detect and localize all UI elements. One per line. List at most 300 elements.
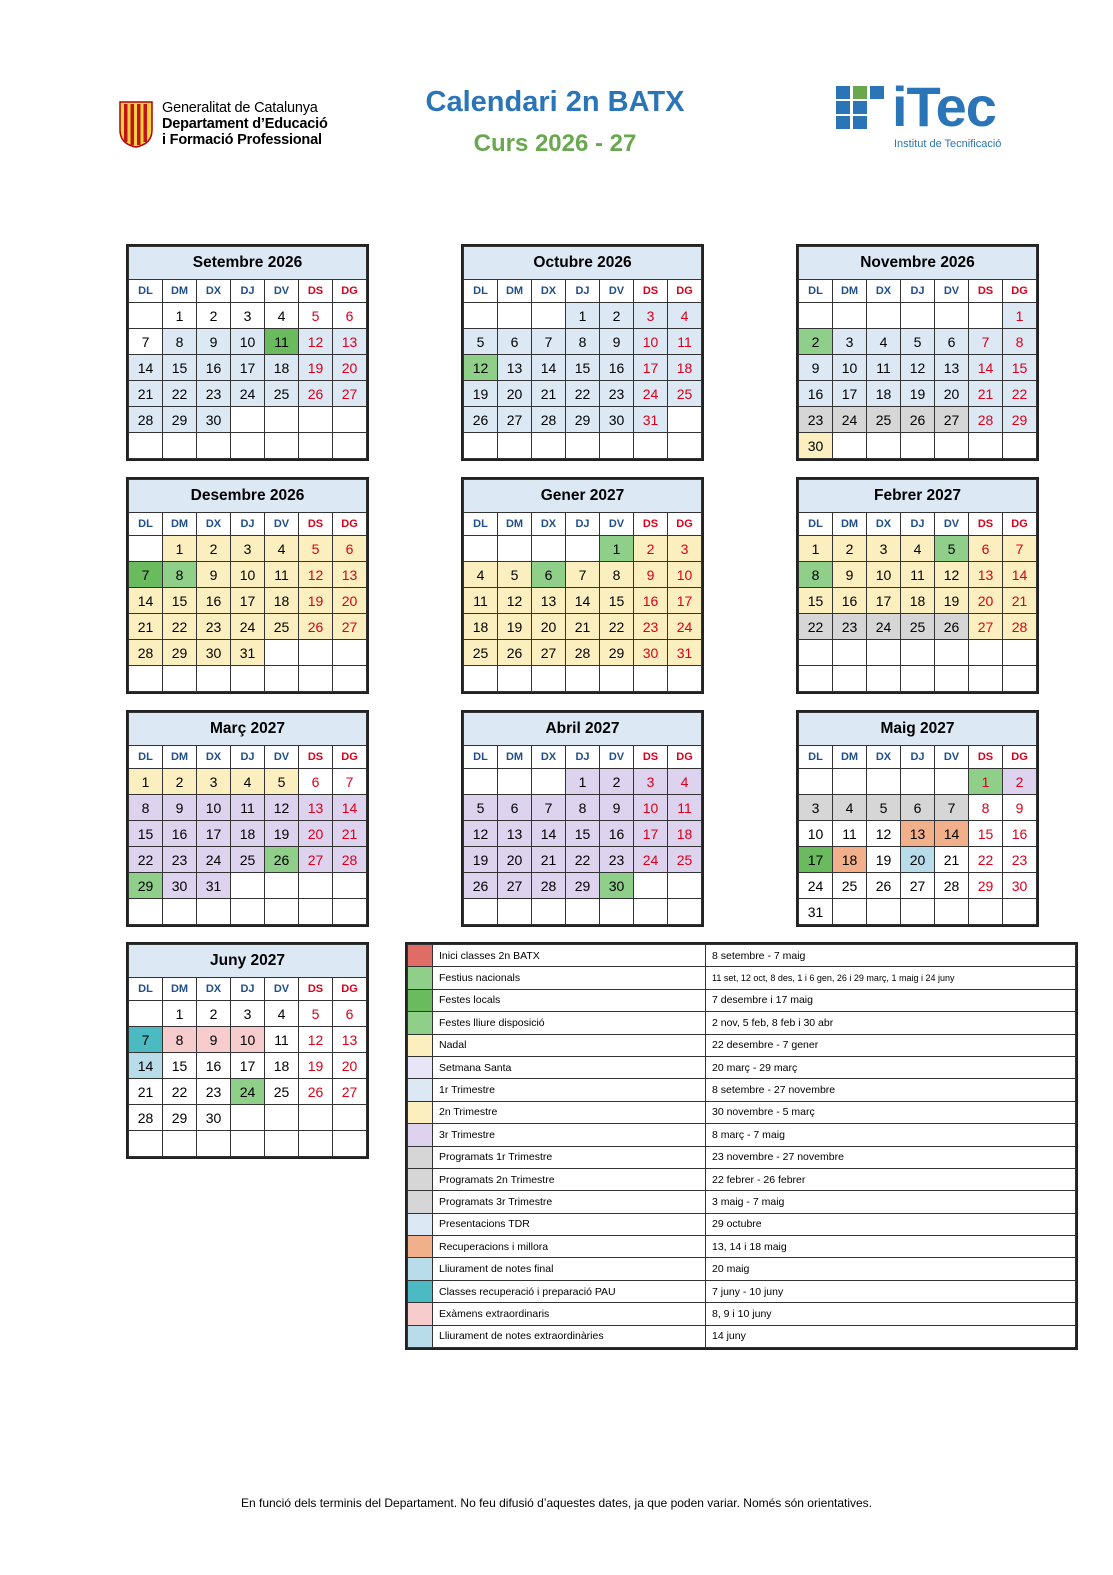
- weekday-header: DX: [197, 513, 231, 536]
- day-cell: 22: [969, 847, 1003, 873]
- day-cell: 24: [634, 381, 668, 407]
- day-cell: 1: [1003, 303, 1037, 329]
- empty-day-cell: [935, 899, 969, 925]
- day-cell: 4: [265, 303, 299, 329]
- weekday-header: DL: [129, 280, 163, 303]
- empty-day-cell: [935, 666, 969, 692]
- day-cell: 26: [464, 407, 498, 433]
- day-cell: 27: [498, 407, 532, 433]
- empty-day-cell: [197, 433, 231, 459]
- day-cell: 7: [532, 795, 566, 821]
- day-cell: 28: [969, 407, 1003, 433]
- day-cell: 30: [1003, 873, 1037, 899]
- legend-row: [408, 1236, 1076, 1258]
- itec-grid-icon: [836, 86, 884, 130]
- weekday-header: DL: [464, 280, 498, 303]
- day-cell: 6: [498, 329, 532, 355]
- weekday-header: DL: [129, 978, 163, 1001]
- day-cell: 17: [867, 588, 901, 614]
- day-cell: 14: [532, 821, 566, 847]
- day-cell: 27: [333, 614, 367, 640]
- day-cell: 21: [129, 614, 163, 640]
- day-cell: 2: [197, 1001, 231, 1027]
- day-cell: 6: [333, 1001, 367, 1027]
- day-cell: 17: [634, 821, 668, 847]
- day-cell: 7: [333, 769, 367, 795]
- generalitat-shield-icon: [118, 100, 154, 148]
- empty-day-cell: [532, 433, 566, 459]
- day-cell: 29: [600, 640, 634, 666]
- empty-day-cell: [935, 769, 969, 795]
- day-cell: 8: [163, 1027, 197, 1053]
- day-cell: 26: [867, 873, 901, 899]
- weekday-header: DG: [333, 746, 367, 769]
- day-cell: 26: [464, 873, 498, 899]
- legend-value: 20 maig: [706, 1258, 1076, 1280]
- empty-day-cell: [1003, 433, 1037, 459]
- day-cell: 12: [901, 355, 935, 381]
- day-cell: 2: [799, 329, 833, 355]
- empty-day-cell: [799, 640, 833, 666]
- legend-label: Programats 1r Trimestre: [433, 1146, 706, 1168]
- day-cell: 22: [566, 381, 600, 407]
- gen-line-2: Departament d’Educació: [162, 116, 328, 132]
- page-subtitle: Curs 2026 - 27: [473, 130, 637, 157]
- empty-day-cell: [833, 640, 867, 666]
- day-cell: 29: [163, 407, 197, 433]
- legend-value: 2 nov, 5 feb, 8 feb i 30 abr: [706, 1012, 1076, 1034]
- weekday-header: DV: [265, 978, 299, 1001]
- empty-day-cell: [901, 666, 935, 692]
- weekday-header: DV: [935, 280, 969, 303]
- gen-line-3: i Formació Professional: [162, 132, 322, 148]
- day-cell: 14: [129, 1053, 163, 1079]
- day-cell: 31: [668, 640, 702, 666]
- day-cell: 4: [265, 536, 299, 562]
- weekday-header: DJ: [901, 746, 935, 769]
- day-cell: 28: [129, 407, 163, 433]
- month-calendar: [461, 710, 704, 927]
- day-cell: 6: [498, 795, 532, 821]
- day-cell: 15: [566, 355, 600, 381]
- day-cell: 3: [668, 536, 702, 562]
- day-cell: 16: [799, 381, 833, 407]
- weekday-header: DM: [833, 513, 867, 536]
- day-cell: 27: [969, 614, 1003, 640]
- day-cell: 7: [1003, 536, 1037, 562]
- day-cell: 19: [299, 355, 333, 381]
- legend-swatch: [408, 1101, 433, 1123]
- day-cell: 1: [129, 769, 163, 795]
- legend-swatch: [408, 1236, 433, 1258]
- day-cell: 18: [867, 381, 901, 407]
- month-calendar: [126, 477, 369, 694]
- day-cell: 23: [799, 407, 833, 433]
- day-cell: 12: [498, 588, 532, 614]
- day-cell: 1: [163, 303, 197, 329]
- empty-day-cell: [634, 873, 668, 899]
- day-cell: 3: [231, 303, 265, 329]
- empty-day-cell: [163, 666, 197, 692]
- weekday-header: DS: [634, 746, 668, 769]
- weekday-header: DX: [197, 746, 231, 769]
- day-cell: 11: [901, 562, 935, 588]
- empty-day-cell: [901, 899, 935, 925]
- empty-day-cell: [799, 303, 833, 329]
- legend-row: [408, 1034, 1076, 1056]
- weekday-header: DS: [299, 280, 333, 303]
- day-cell: 6: [935, 329, 969, 355]
- weekday-header: DM: [163, 280, 197, 303]
- day-cell: 3: [833, 329, 867, 355]
- empty-day-cell: [464, 536, 498, 562]
- day-cell: 11: [231, 795, 265, 821]
- day-cell: 3: [867, 536, 901, 562]
- day-cell: 22: [163, 381, 197, 407]
- day-cell: 19: [498, 614, 532, 640]
- empty-day-cell: [333, 407, 367, 433]
- month-title: Desembre 2026: [129, 480, 367, 513]
- legend-swatch: [408, 945, 433, 967]
- empty-day-cell: [464, 303, 498, 329]
- legend-row: [408, 1213, 1076, 1235]
- day-cell: 13: [299, 795, 333, 821]
- day-cell: 3: [799, 795, 833, 821]
- legend-value: 22 desembre - 7 gener: [706, 1034, 1076, 1056]
- day-cell: 2: [197, 303, 231, 329]
- empty-day-cell: [265, 666, 299, 692]
- empty-day-cell: [265, 433, 299, 459]
- empty-day-cell: [969, 666, 1003, 692]
- day-cell: 9: [1003, 795, 1037, 821]
- empty-day-cell: [833, 899, 867, 925]
- legend-label: Festes lliure disposició: [433, 1012, 706, 1034]
- legend-label: Presentacions TDR: [433, 1213, 706, 1235]
- weekday-header: DG: [333, 513, 367, 536]
- empty-day-cell: [833, 666, 867, 692]
- day-cell: 4: [668, 303, 702, 329]
- empty-day-cell: [333, 640, 367, 666]
- day-cell: 12: [299, 1027, 333, 1053]
- weekday-header: DV: [935, 513, 969, 536]
- empty-day-cell: [867, 433, 901, 459]
- empty-day-cell: [163, 1131, 197, 1157]
- month-title: Març 2027: [129, 713, 367, 746]
- weekday-header: DJ: [231, 978, 265, 1001]
- day-cell: 17: [231, 588, 265, 614]
- weekday-header: DS: [634, 513, 668, 536]
- empty-day-cell: [231, 1105, 265, 1131]
- legend-label: Festes locals: [433, 989, 706, 1011]
- empty-day-cell: [163, 433, 197, 459]
- legend-swatch: [408, 1056, 433, 1078]
- day-cell: 15: [1003, 355, 1037, 381]
- empty-day-cell: [231, 873, 265, 899]
- weekday-header: DS: [299, 513, 333, 536]
- day-cell: 4: [464, 562, 498, 588]
- weekday-header: DL: [799, 513, 833, 536]
- empty-day-cell: [867, 666, 901, 692]
- weekday-header: DX: [197, 978, 231, 1001]
- empty-day-cell: [969, 433, 1003, 459]
- day-cell: 26: [299, 1079, 333, 1105]
- day-cell: 16: [600, 821, 634, 847]
- weekday-header: DJ: [566, 280, 600, 303]
- empty-day-cell: [1003, 640, 1037, 666]
- month-calendar: [796, 477, 1039, 694]
- day-cell: 8: [566, 329, 600, 355]
- empty-day-cell: [299, 1105, 333, 1131]
- day-cell: 13: [969, 562, 1003, 588]
- day-cell: 8: [129, 795, 163, 821]
- day-cell: 11: [867, 355, 901, 381]
- day-cell: 29: [163, 1105, 197, 1131]
- weekday-header: DX: [197, 280, 231, 303]
- empty-day-cell: [299, 873, 333, 899]
- day-cell: 20: [333, 355, 367, 381]
- legend-value: 8 setembre - 7 maig: [706, 945, 1076, 967]
- day-cell: 2: [1003, 769, 1037, 795]
- weekday-header: DJ: [231, 280, 265, 303]
- empty-day-cell: [333, 1131, 367, 1157]
- weekday-header: DM: [498, 513, 532, 536]
- legend-label: Exàmens extraordinaris: [433, 1303, 706, 1325]
- day-cell: 20: [299, 821, 333, 847]
- legend-value: 8, 9 i 10 juny: [706, 1303, 1076, 1325]
- legend-label: 2n Trimestre: [433, 1101, 706, 1123]
- legend-swatch: [408, 1124, 433, 1146]
- empty-day-cell: [867, 769, 901, 795]
- day-cell: 3: [197, 769, 231, 795]
- day-cell: 26: [498, 640, 532, 666]
- empty-day-cell: [833, 303, 867, 329]
- day-cell: 29: [566, 873, 600, 899]
- weekday-header: DS: [969, 513, 1003, 536]
- month-calendar: [126, 710, 369, 927]
- legend-row: [408, 1124, 1076, 1146]
- day-cell: 14: [129, 588, 163, 614]
- empty-day-cell: [231, 666, 265, 692]
- month-calendar: [796, 244, 1039, 461]
- legend-value: 3 maig - 7 maig: [706, 1191, 1076, 1213]
- day-cell: 28: [532, 407, 566, 433]
- legend-value: 7 juny - 10 juny: [706, 1280, 1076, 1302]
- day-cell: 10: [799, 821, 833, 847]
- day-cell: 22: [566, 847, 600, 873]
- day-cell: 28: [129, 1105, 163, 1131]
- day-cell: 24: [197, 847, 231, 873]
- itec-wordmark: iTec: [892, 75, 996, 138]
- weekday-header: DM: [833, 746, 867, 769]
- month-calendar: [126, 244, 369, 461]
- legend-row: [408, 1280, 1076, 1302]
- legend-swatch: [408, 1303, 433, 1325]
- day-cell: 7: [935, 795, 969, 821]
- empty-day-cell: [265, 873, 299, 899]
- day-cell: 20: [532, 614, 566, 640]
- empty-day-cell: [299, 899, 333, 925]
- day-cell: 16: [833, 588, 867, 614]
- empty-day-cell: [634, 899, 668, 925]
- empty-day-cell: [333, 899, 367, 925]
- weekday-header: DX: [867, 746, 901, 769]
- day-cell: 22: [163, 614, 197, 640]
- legend-value: 23 novembre - 27 novembre: [706, 1146, 1076, 1168]
- empty-day-cell: [566, 899, 600, 925]
- weekday-header: DJ: [566, 513, 600, 536]
- empty-day-cell: [498, 769, 532, 795]
- day-cell: 25: [265, 1079, 299, 1105]
- month-calendar: [461, 477, 704, 694]
- weekday-header: DJ: [231, 746, 265, 769]
- day-cell: 4: [833, 795, 867, 821]
- weekday-header: DJ: [566, 746, 600, 769]
- legend-row: [408, 1146, 1076, 1168]
- empty-day-cell: [901, 303, 935, 329]
- empty-day-cell: [867, 899, 901, 925]
- day-cell: 6: [969, 536, 1003, 562]
- day-cell: 24: [867, 614, 901, 640]
- day-cell: 13: [333, 329, 367, 355]
- legend-label: 3r Trimestre: [433, 1124, 706, 1146]
- month-title: Febrer 2027: [799, 480, 1037, 513]
- month-title: Juny 2027: [129, 945, 367, 978]
- empty-day-cell: [197, 1131, 231, 1157]
- day-cell: 13: [935, 355, 969, 381]
- day-cell: 5: [299, 536, 333, 562]
- day-cell: 29: [969, 873, 1003, 899]
- weekday-header: DL: [129, 746, 163, 769]
- day-cell: 18: [833, 847, 867, 873]
- day-cell: 10: [231, 1027, 265, 1053]
- day-cell: 10: [231, 562, 265, 588]
- empty-day-cell: [333, 1105, 367, 1131]
- legend-label: 1r Trimestre: [433, 1079, 706, 1101]
- legend-label: Inici classes 2n BATX: [433, 945, 706, 967]
- empty-day-cell: [265, 640, 299, 666]
- day-cell: 9: [163, 795, 197, 821]
- empty-day-cell: [668, 666, 702, 692]
- day-cell: 8: [163, 562, 197, 588]
- empty-day-cell: [935, 640, 969, 666]
- legend-row: [408, 1168, 1076, 1190]
- day-cell: 6: [901, 795, 935, 821]
- day-cell: 20: [333, 588, 367, 614]
- day-cell: 15: [969, 821, 1003, 847]
- empty-day-cell: [668, 873, 702, 899]
- weekday-header: DM: [163, 746, 197, 769]
- day-cell: 21: [129, 381, 163, 407]
- empty-day-cell: [1003, 899, 1037, 925]
- weekday-header: DG: [1003, 746, 1037, 769]
- day-cell: 16: [197, 355, 231, 381]
- day-cell: 1: [163, 1001, 197, 1027]
- weekday-header: DX: [532, 746, 566, 769]
- day-cell: 16: [163, 821, 197, 847]
- day-cell: 25: [231, 847, 265, 873]
- empty-day-cell: [969, 899, 1003, 925]
- day-cell: 24: [231, 614, 265, 640]
- day-cell: 21: [969, 381, 1003, 407]
- day-cell: 31: [197, 873, 231, 899]
- weekday-header: DV: [265, 280, 299, 303]
- day-cell: 21: [935, 847, 969, 873]
- weekday-header: DM: [498, 746, 532, 769]
- day-cell: 9: [799, 355, 833, 381]
- day-cell: 20: [901, 847, 935, 873]
- empty-day-cell: [668, 899, 702, 925]
- day-cell: 23: [1003, 847, 1037, 873]
- day-cell: 30: [197, 640, 231, 666]
- day-cell: 5: [299, 303, 333, 329]
- empty-day-cell: [197, 899, 231, 925]
- day-cell: 27: [299, 847, 333, 873]
- empty-day-cell: [299, 407, 333, 433]
- day-cell: 3: [634, 769, 668, 795]
- day-cell: 1: [163, 536, 197, 562]
- day-cell: 12: [464, 355, 498, 381]
- day-cell: 24: [799, 873, 833, 899]
- empty-day-cell: [265, 407, 299, 433]
- legend-swatch: [408, 1191, 433, 1213]
- day-cell: 26: [935, 614, 969, 640]
- day-cell: 15: [566, 821, 600, 847]
- weekday-header: DG: [1003, 513, 1037, 536]
- day-cell: 9: [634, 562, 668, 588]
- day-cell: 13: [333, 1027, 367, 1053]
- day-cell: 23: [634, 614, 668, 640]
- day-cell: 9: [600, 329, 634, 355]
- day-cell: 21: [566, 614, 600, 640]
- weekday-header: DS: [969, 746, 1003, 769]
- day-cell: 7: [532, 329, 566, 355]
- weekday-header: DV: [265, 746, 299, 769]
- empty-day-cell: [333, 666, 367, 692]
- weekday-header: DJ: [231, 513, 265, 536]
- empty-day-cell: [532, 899, 566, 925]
- empty-day-cell: [299, 433, 333, 459]
- empty-day-cell: [532, 769, 566, 795]
- day-cell: 1: [600, 536, 634, 562]
- empty-day-cell: [231, 899, 265, 925]
- day-cell: 17: [799, 847, 833, 873]
- day-cell: 14: [532, 355, 566, 381]
- month-title: Novembre 2026: [799, 247, 1037, 280]
- day-cell: 27: [901, 873, 935, 899]
- day-cell: 4: [231, 769, 265, 795]
- empty-day-cell: [265, 1131, 299, 1157]
- day-cell: 31: [799, 899, 833, 925]
- empty-day-cell: [464, 666, 498, 692]
- legend-swatch: [408, 1168, 433, 1190]
- day-cell: 2: [634, 536, 668, 562]
- day-cell: 9: [197, 1027, 231, 1053]
- day-cell: 3: [231, 536, 265, 562]
- day-cell: 18: [265, 355, 299, 381]
- day-cell: 10: [668, 562, 702, 588]
- empty-day-cell: [634, 433, 668, 459]
- day-cell: 11: [668, 795, 702, 821]
- empty-day-cell: [498, 666, 532, 692]
- legend-value: 13, 14 i 18 maig: [706, 1236, 1076, 1258]
- day-cell: 23: [163, 847, 197, 873]
- day-cell: 8: [1003, 329, 1037, 355]
- day-cell: 28: [333, 847, 367, 873]
- day-cell: 12: [299, 562, 333, 588]
- legend-swatch: [408, 967, 433, 989]
- day-cell: 19: [265, 821, 299, 847]
- day-cell: 31: [231, 640, 265, 666]
